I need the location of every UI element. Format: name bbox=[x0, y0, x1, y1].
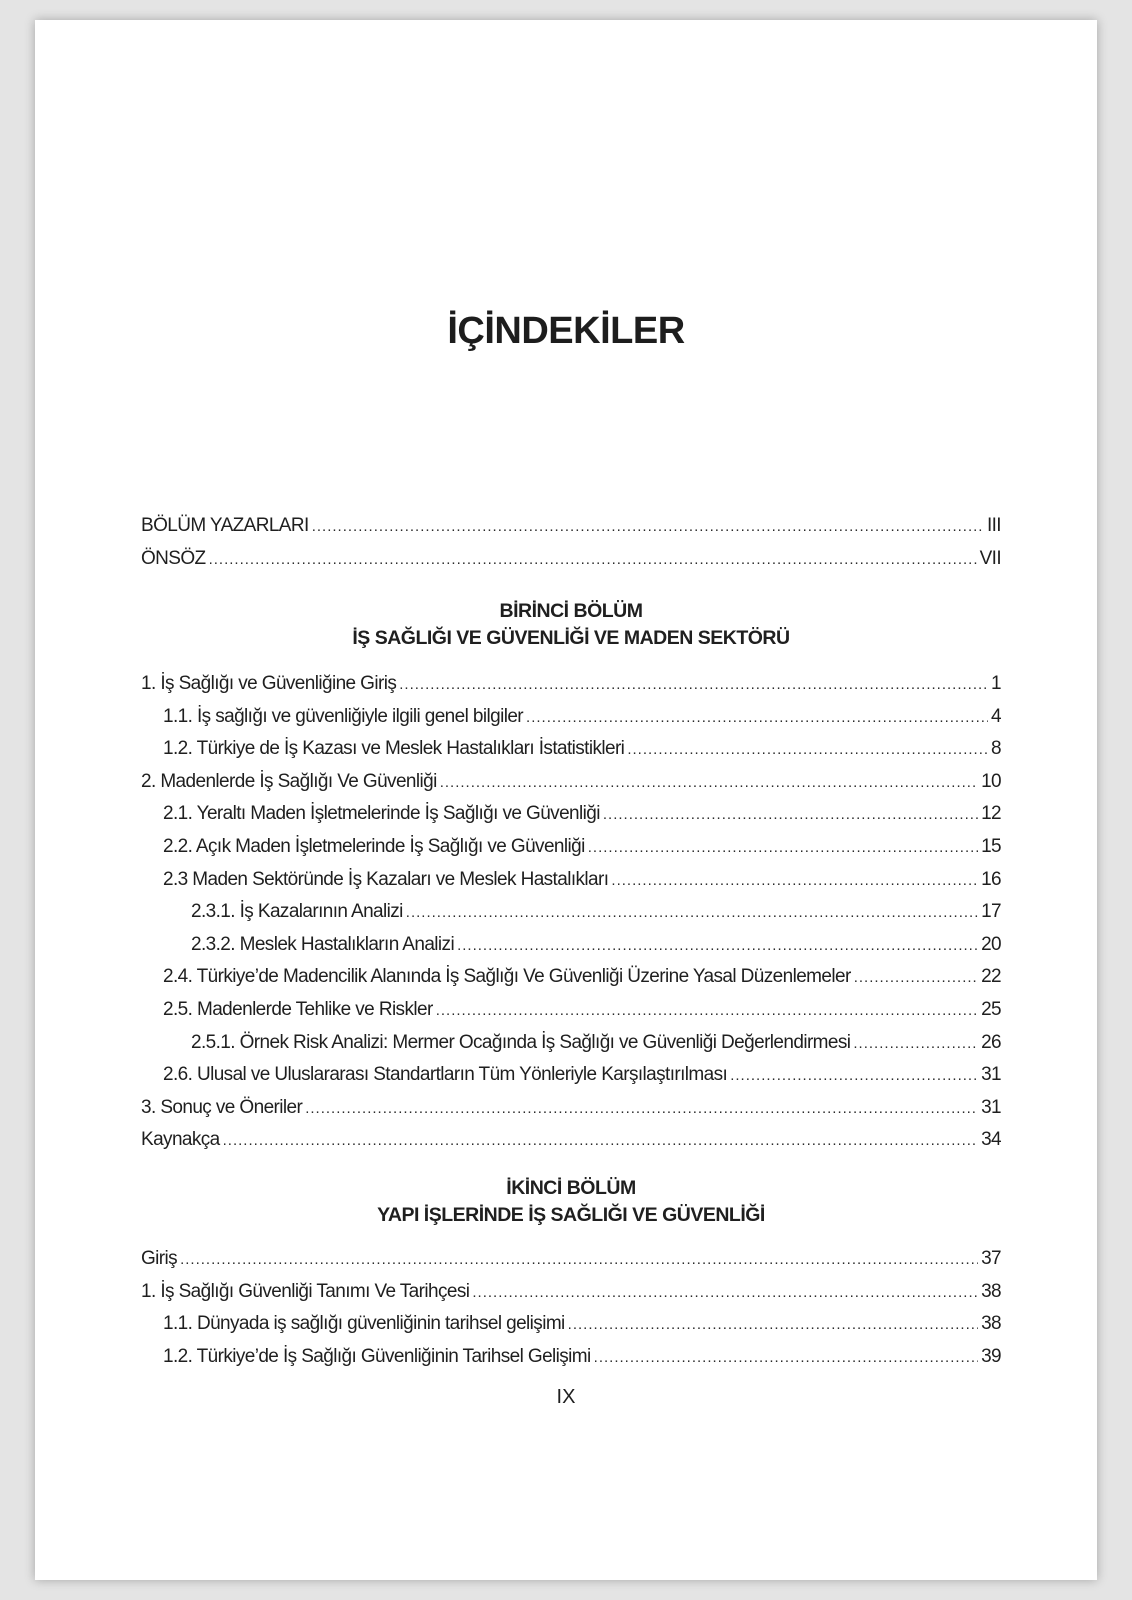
toc-front-matter bbox=[141, 510, 1001, 575]
toc-entry-page: 25 bbox=[981, 998, 1001, 1020]
toc-leader-dots bbox=[588, 832, 978, 865]
toc-entry-page: 31 bbox=[981, 1096, 1001, 1118]
section-label: BİRİNCİ BÖLÜM bbox=[499, 600, 643, 622]
toc-entry-label: 1. İş Sağlığı Güvenliği Tanımı Ve Tarihçesi bbox=[141, 1280, 470, 1302]
toc-entry-page: 1 bbox=[991, 673, 1001, 694]
toc-leader-dots bbox=[594, 1342, 978, 1375]
toc-leader-dots bbox=[457, 930, 978, 963]
toc-leader-dots bbox=[526, 702, 988, 735]
section-title: İŞ SAĞLIĞI VE GÜVENLİĞİ VE MADEN SEKTÖRÜ bbox=[352, 627, 790, 649]
section-heading-2 bbox=[141, 1175, 1001, 1229]
toc-entry-label: ÖNSÖZ bbox=[141, 547, 206, 569]
toc-leader-dots bbox=[730, 1060, 978, 1093]
toc-entry-page: 31 bbox=[981, 1064, 1001, 1086]
toc-section-1 bbox=[141, 668, 1001, 1157]
toc-leader-dots bbox=[627, 734, 988, 767]
toc-entry-label: 1.1. Dünyada iş sağlığı güvenliğinin tarihsel gelişimi bbox=[163, 1313, 565, 1335]
toc-leader-dots bbox=[603, 799, 978, 832]
toc-entry[interactable] bbox=[141, 961, 1001, 994]
document-page bbox=[35, 20, 1097, 1580]
toc-entry-label: 2.4. Türkiye’de Madencilik Alanında İş Sağlığı Ve Güvenliği Üzerine Yasal Düzenlemeler bbox=[163, 966, 851, 988]
toc-entry[interactable] bbox=[141, 1124, 1001, 1157]
toc-entry-page: III bbox=[986, 515, 1001, 536]
toc-entry[interactable] bbox=[141, 1341, 1001, 1374]
toc-entry-label: 2.1. Yeraltı Maden İşletmelerinde İş Sağlığı ve Güvenliği bbox=[163, 803, 600, 825]
toc-entry-page: 4 bbox=[991, 705, 1001, 727]
toc-entry-label: 2.3.1. İş Kazalarının Analizi bbox=[191, 901, 403, 923]
toc-entry[interactable] bbox=[141, 766, 1001, 799]
toc-entry[interactable] bbox=[141, 798, 1001, 831]
toc-entry[interactable] bbox=[141, 1308, 1001, 1341]
toc-entry[interactable] bbox=[141, 1027, 1001, 1060]
toc-entry[interactable] bbox=[141, 929, 1001, 962]
toc-entry-page: 17 bbox=[981, 901, 1001, 923]
toc-entry-page: 39 bbox=[981, 1345, 1001, 1367]
toc-entry[interactable] bbox=[141, 864, 1001, 897]
toc-leader-dots bbox=[472, 1277, 978, 1310]
toc-leader-dots bbox=[440, 767, 978, 800]
toc-leader-dots bbox=[854, 962, 978, 995]
toc-entry-label: 2.3 Maden Sektöründe İş Kazaları ve Meslek Hastalıkları bbox=[163, 868, 609, 890]
toc-leader-dots bbox=[223, 1125, 978, 1158]
toc-leader-dots bbox=[305, 1093, 978, 1126]
toc-entry[interactable] bbox=[141, 896, 1001, 929]
toc-entry[interactable] bbox=[141, 668, 1001, 701]
toc-entry[interactable] bbox=[141, 733, 1001, 766]
toc-leader-dots bbox=[406, 897, 978, 930]
page-number: IX bbox=[556, 1386, 576, 1408]
toc-leader-dots bbox=[399, 669, 988, 702]
toc-entry-page: 22 bbox=[981, 966, 1001, 988]
toc-entry-page: 37 bbox=[981, 1248, 1001, 1269]
toc-entry[interactable] bbox=[141, 701, 1001, 734]
toc-entry[interactable] bbox=[141, 543, 1001, 576]
toc-entry[interactable] bbox=[141, 1276, 1001, 1309]
toc-entry-label: 1. İş Sağlığı ve Güvenliğine Giriş bbox=[141, 673, 397, 694]
toc-entry-label: 2.2. Açık Maden İşletmelerinde İş Sağlığı ve Güvenliği bbox=[163, 835, 585, 857]
toc-entry-label: 2. Madenlerde İş Sağlığı Ve Güvenliği bbox=[141, 770, 437, 792]
toc-section-2 bbox=[141, 1243, 1001, 1373]
toc-entry-page: VII bbox=[979, 547, 1001, 569]
toc-entry-label: 1.2. Türkiye’de İş Sağlığı Güvenliğinin Tarihsel Gelişimi bbox=[163, 1345, 591, 1367]
toc-leader-dots bbox=[568, 1309, 978, 1342]
toc-entry-label: Giriş bbox=[141, 1248, 178, 1269]
toc-entry-page: 10 bbox=[981, 770, 1001, 792]
toc-entry[interactable] bbox=[141, 1243, 1001, 1276]
toc-entry-label: 2.5. Madenlerde Tehlike ve Riskler bbox=[163, 998, 433, 1020]
toc-entry-label: 2.5.1. Örnek Risk Analizi: Mermer Ocağında İş Sağlığı ve Güvenliği Değerlendirmesi bbox=[191, 1031, 851, 1053]
toc-entry[interactable] bbox=[141, 510, 1001, 543]
toc-leader-dots bbox=[312, 511, 984, 544]
toc-entry-page: 38 bbox=[981, 1313, 1001, 1335]
toc-entry-page: 16 bbox=[981, 868, 1001, 890]
toc-entry-page: 12 bbox=[981, 803, 1001, 825]
toc-entry-label: 2.3.2. Meslek Hastalıkların Analizi bbox=[191, 933, 455, 955]
toc-entry[interactable] bbox=[141, 994, 1001, 1027]
toc-entry-page: 8 bbox=[991, 738, 1001, 760]
toc-entry-label: 3. Sonuç ve Öneriler bbox=[141, 1096, 303, 1118]
page-title: İÇİNDEKİLER bbox=[447, 310, 685, 352]
toc-entry-label: BÖLÜM YAZARLARI bbox=[141, 515, 309, 536]
toc-leader-dots bbox=[436, 995, 978, 1028]
toc-entry-label: 1.2. Türkiye de İş Kazası ve Meslek Hastalıkları İstatistikleri bbox=[163, 738, 625, 760]
toc-entry[interactable] bbox=[141, 831, 1001, 864]
toc-leader-dots bbox=[611, 865, 978, 898]
toc-entry-label: 2.6. Ulusal ve Uluslararası Standartların Tüm Yönleriyle Karşılaştırılması bbox=[163, 1064, 728, 1086]
section-label: İKİNCİ BÖLÜM bbox=[506, 1177, 636, 1199]
toc-entry[interactable] bbox=[141, 1092, 1001, 1125]
toc-entry-page: 38 bbox=[981, 1280, 1001, 1302]
toc-leader-dots bbox=[209, 544, 977, 577]
toc-entry-label: 1.1. İş sağlığı ve güvenliğiyle ilgili genel bilgiler bbox=[163, 705, 524, 727]
toc-entry-label: Kaynakça bbox=[141, 1129, 220, 1151]
toc-leader-dots bbox=[180, 1244, 978, 1277]
toc-leader-dots bbox=[853, 1028, 978, 1061]
section-heading-1 bbox=[141, 598, 1001, 652]
toc-entry-page: 20 bbox=[981, 933, 1001, 955]
toc-entry[interactable] bbox=[141, 1059, 1001, 1092]
toc-entry-page: 26 bbox=[981, 1031, 1001, 1053]
section-title: YAPI İŞLERİNDE İŞ SAĞLIĞI VE GÜVENLİĞİ bbox=[377, 1204, 765, 1226]
toc-entry-page: 15 bbox=[981, 835, 1001, 857]
toc-entry-page: 34 bbox=[981, 1129, 1001, 1151]
